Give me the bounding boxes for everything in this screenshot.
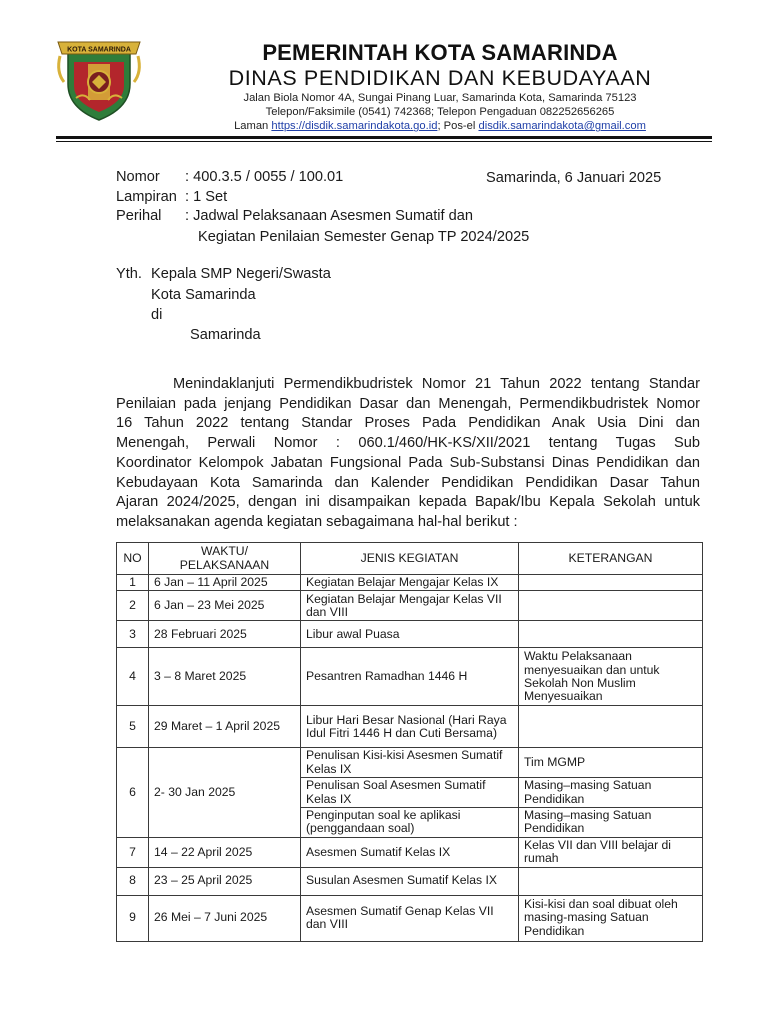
- web-label: Laman: [234, 120, 272, 133]
- body-line: Menindaklanjuti Permendikbudristek Nomor 21 Tahun 2022 tentang Standar: [173, 376, 700, 392]
- cell-keterangan: Masing–masing Satuan Pendidikan: [519, 808, 703, 838]
- table-row: [117, 706, 703, 748]
- place-date: Samarinda, 6 Januari 2025: [486, 170, 662, 186]
- nomor-label: Nomor: [116, 169, 160, 185]
- body-line: Koordinator Kelompok Jabatan Fungsional Pada Sub-Substansi Dinas Pendidikan dan: [116, 454, 700, 471]
- body-line: Kebudayaan Kota Samarinda dan Kalender Pendidikan Pendidikan Dasar Tahun: [116, 474, 700, 491]
- letterhead-phone: Telepon/Faksimile (0541) 742368; Telepon Pengaduan 082252656265: [265, 106, 615, 119]
- body-line: melaksanakan agenda kegiatan sebagaimana hal-hal berikut :: [116, 513, 518, 530]
- cell-waktu: 28 Februari 2025: [149, 621, 301, 648]
- body-paragraph: [116, 375, 700, 533]
- nomor-value: : 400.3.5 / 0055 / 100.01: [185, 169, 344, 185]
- table-header-row: [117, 543, 703, 575]
- lampiran-label: Lampiran: [116, 189, 177, 205]
- header-waktu: [149, 543, 301, 575]
- letterhead-rule-thick: [56, 136, 712, 139]
- cell-jenis: Asesmen Sumatif Kelas IX: [301, 837, 519, 867]
- lampiran-value: : 1 Set: [185, 189, 228, 205]
- cell-jenis: Susulan Asesmen Sumatif Kelas IX: [301, 867, 519, 895]
- table-row: [117, 748, 703, 778]
- letterhead-government: PEMERINTAH KOTA SAMARINDA: [262, 40, 618, 65]
- letterhead-contact: [150, 119, 730, 133]
- cell-no: 6: [117, 748, 149, 837]
- logo-banner-text: KOTA SAMARINDA: [67, 46, 131, 54]
- cell-no: 7: [117, 837, 149, 867]
- table-row: [117, 648, 703, 706]
- cell-no: 8: [117, 867, 149, 895]
- perihal-label: Perihal: [116, 208, 162, 224]
- cell-no: 5: [117, 706, 149, 748]
- recipient-line-2: Kota Samarinda: [151, 287, 256, 303]
- schedule-table: [116, 542, 703, 942]
- cell-jenis: Penginputan soal ke aplikasi (penggandaan soal): [301, 808, 519, 838]
- cell-jenis: Libur awal Puasa: [301, 621, 519, 648]
- body-line: Penilaian pada jenjang Pendidikan Dasar dan Menengah, Permendikbudristek Nomor: [116, 395, 700, 412]
- body-line: 16 Tahun 2022 tentang Standar Proses Pada Pendidikan Anak Usia Dini dan: [116, 415, 700, 432]
- cell-waktu: 6 Jan – 23 Mei 2025: [149, 591, 301, 621]
- letterhead-address: Jalan Biola Nomor 4A, Sungai Pinang Luar, Samarinda Kota, Samarinda 75123: [243, 92, 637, 104]
- cell-keterangan: [519, 867, 703, 895]
- cell-no: 4: [117, 648, 149, 706]
- cell-waktu: 23 – 25 April 2025: [149, 867, 301, 895]
- cell-waktu: 14 – 22 April 2025: [149, 837, 301, 867]
- cell-jenis: Penulisan Soal Asesmen Sumatif Kelas IX: [301, 778, 519, 808]
- recipient-salutation: Yth.: [116, 266, 142, 282]
- header-waktu-line2: PELAKSANAAN: [179, 557, 270, 572]
- header-jenis: JENIS KEGIATAN: [301, 543, 519, 575]
- cell-no: 9: [117, 895, 149, 941]
- body-line: Ajaran 2024/2025, dengan ini disampaikan kepada Bapak/Ibu Kepala Sekolah untuk: [116, 494, 700, 511]
- cell-jenis: Libur Hari Besar Nasional (Hari Raya Idul Fitri 1446 H dan Cuti Bersama): [301, 706, 519, 748]
- cell-no: 1: [117, 575, 149, 591]
- recipient-line-1: Kepala SMP Negeri/Swasta: [151, 266, 331, 282]
- perihal-value-line2: Kegiatan Penilaian Semester Genap TP 2024/2025: [198, 229, 530, 245]
- cell-keterangan: Waktu Pelaksanaan menyesuaikan dan untuk Sekolah Non Muslim Menyesuaikan: [519, 648, 703, 706]
- cell-jenis: Pesantren Ramadhan 1446 H: [301, 648, 519, 706]
- cell-keterangan: [519, 706, 703, 748]
- cell-waktu: 3 – 8 Maret 2025: [149, 648, 301, 706]
- cell-keterangan: Kelas VII dan VIII belajar di rumah: [519, 837, 703, 867]
- body-line: Menengah, Perwali Nomor : 060.1/460/HK-KS/XII/2021 tentang Tugas Sub: [116, 435, 700, 452]
- cell-keterangan: [519, 621, 703, 648]
- cell-no: 2: [117, 591, 149, 621]
- cell-waktu: 29 Maret – 1 April 2025: [149, 706, 301, 748]
- cell-waktu: 2- 30 Jan 2025: [149, 748, 301, 837]
- letterhead-department: DINAS PENDIDIKAN DAN KEBUDAYAAN: [228, 66, 652, 90]
- cell-keterangan: Tim MGMP: [519, 748, 703, 778]
- cell-no: 3: [117, 621, 149, 648]
- header-waktu-line1: WAKTU/: [201, 544, 248, 559]
- letterhead: [150, 40, 730, 134]
- cell-jenis: Asesmen Sumatif Genap Kelas VII dan VIII: [301, 895, 519, 941]
- cell-keterangan: Kisi-kisi dan soal dibuat oleh masing-masing Satuan Pendidikan: [519, 895, 703, 941]
- recipient-line-3: di: [151, 307, 163, 323]
- letterhead-rule-thin: [56, 141, 712, 142]
- cell-waktu: 6 Jan – 11 April 2025: [149, 575, 301, 591]
- cell-keterangan: Masing–masing Satuan Pendidikan: [519, 778, 703, 808]
- email-link[interactable]: disdik.samarindakota@gmail.com: [478, 120, 646, 133]
- table-row: [117, 575, 703, 591]
- table-row: [117, 591, 703, 621]
- header-no: NO: [117, 543, 149, 575]
- cell-keterangan: [519, 591, 703, 621]
- recipient-line-4: Samarinda: [190, 327, 261, 343]
- cell-keterangan: [519, 575, 703, 591]
- table-row: [117, 621, 703, 648]
- cell-jenis: Kegiatan Belajar Mengajar Kelas IX: [301, 575, 519, 591]
- perihal-value: : Jadwal Pelaksanaan Asesmen Sumatif dan: [185, 208, 473, 224]
- cell-waktu: 26 Mei – 7 Juni 2025: [149, 895, 301, 941]
- header-keterangan: KETERANGAN: [519, 543, 703, 575]
- email-label: ; Pos-el: [437, 120, 479, 133]
- website-link[interactable]: https://disdik.samarindakota.go.id: [271, 120, 438, 133]
- table-row: [117, 867, 703, 895]
- cell-jenis: Penulisan Kisi-kisi Asesmen Sumatif Kelas IX: [301, 748, 519, 778]
- table-row: [117, 895, 703, 941]
- table-row: [117, 837, 703, 867]
- city-emblem-logo: [54, 38, 144, 122]
- cell-jenis: Kegiatan Belajar Mengajar Kelas VII dan VIII: [301, 591, 519, 621]
